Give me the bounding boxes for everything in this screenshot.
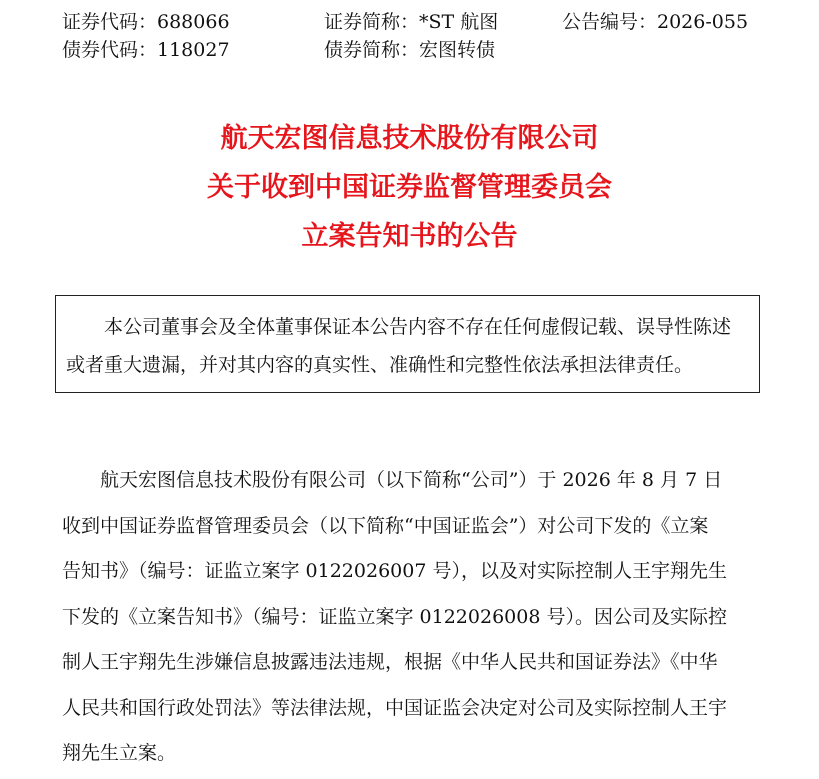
title-line-1: 航天宏图信息技术股份有限公司 [220,123,599,154]
body-line: 告知书》（编号：证监立案字 0122026007 号），以及对实际控制人王宇翔先生 [62,560,727,582]
body-line: 收到中国证券监督管理委员会（以下简称“中国证监会”）对公司下发的《立案 [62,514,709,537]
bond-code: 债券代码：118027 [62,39,230,61]
statement-line-2: 或者重大遗漏，并对其内容的真实性、准确性和完整性依法承担法律责任。 [66,354,694,376]
body-line: 翔先生立案。 [62,742,177,764]
body-line: 人民共和国行政处罚法》等法律法规，中国证监会决定对公司及实际控制人王宇 [62,696,728,719]
stock-short-name: 证券简称：*ST 航图 [324,11,499,33]
announcement-title [0,114,819,261]
bond-short-name: 债券简称：宏图转债 [324,39,496,61]
title-line-3: 立案告知书的公告 [301,221,518,252]
body-line: 制人王宇翔先生涉嫌信息披露违法违规，根据《中华人民共和国证券法》《中华 [62,651,718,673]
announcement-body [62,458,762,777]
announcement-number: 公告编号：2026-055 [562,11,749,33]
title-line-2: 关于收到中国证券监督管理委员会 [207,172,612,203]
board-statement-box [55,295,760,393]
header-row-bond [62,36,782,64]
body-line: 下发的《立案告知书》（编号：证监立案字 0122026008 号）。因公司及实际控 [62,605,727,628]
stock-code: 证券代码：688066 [62,11,230,33]
statement-line-1: 本公司董事会及全体董事保证本公告内容不存在任何虚假记载、误导性陈述 [104,316,732,338]
body-line: 航天宏图信息技术股份有限公司（以下简称“公司”）于 2026 年 8 月 7 日 [100,469,723,491]
document-header [62,8,782,64]
header-row-stock [62,8,782,36]
